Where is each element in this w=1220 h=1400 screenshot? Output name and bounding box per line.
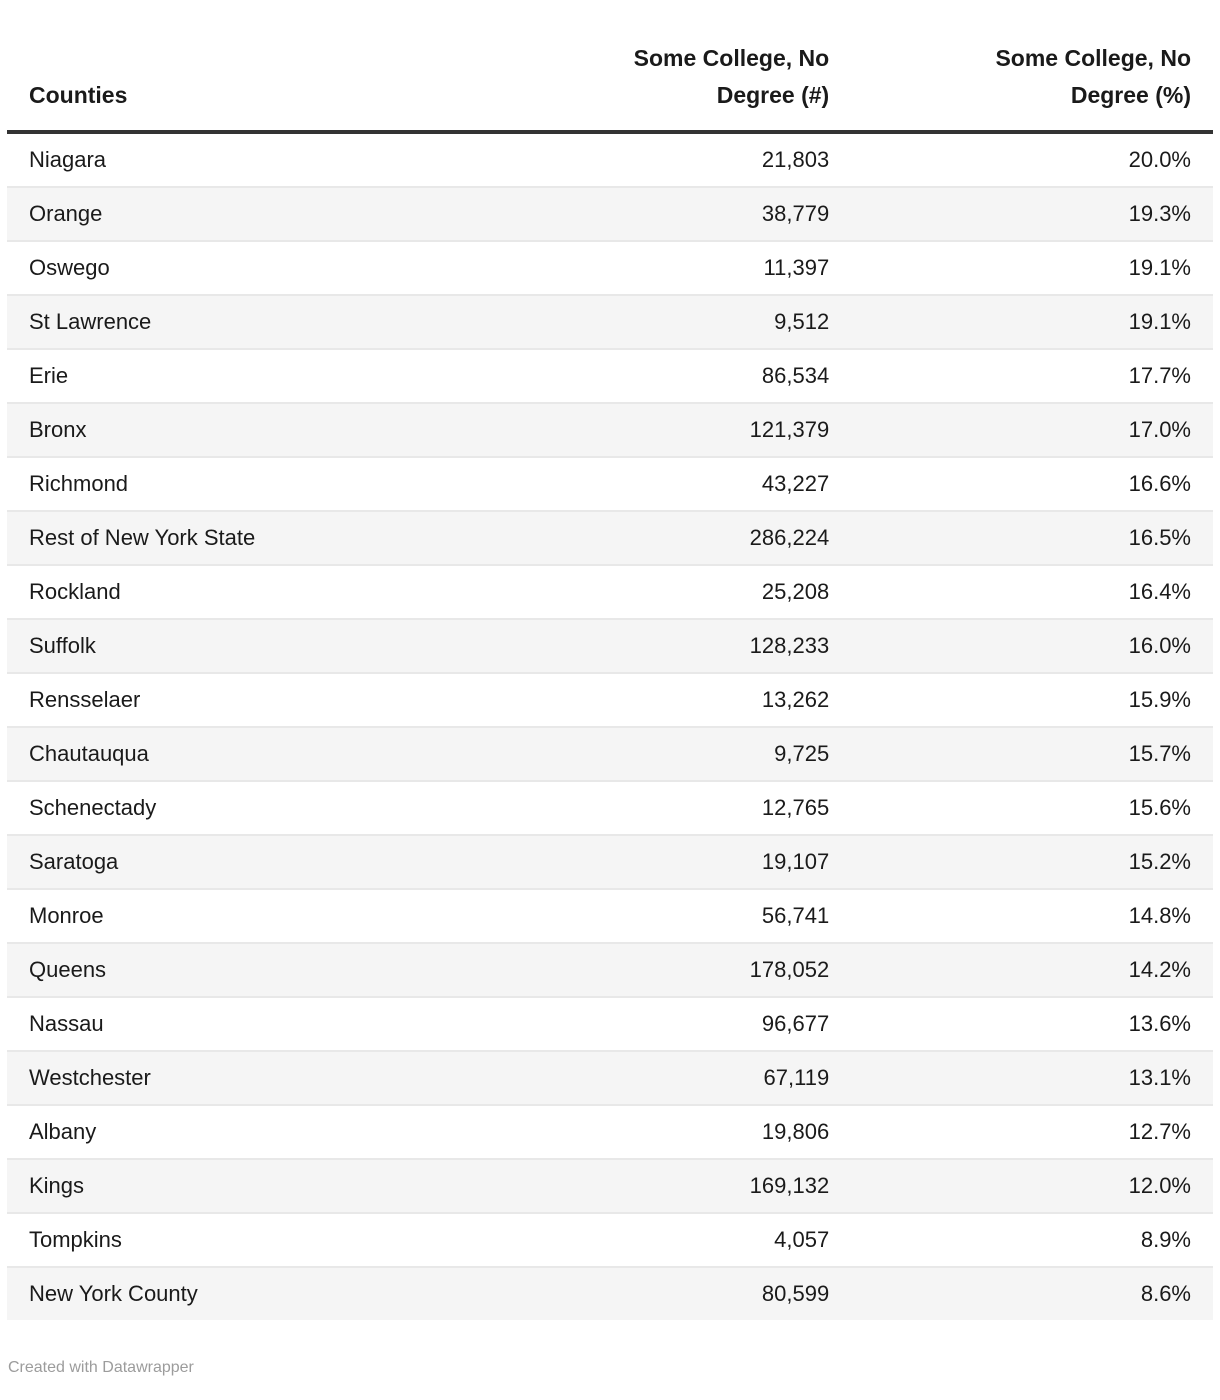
column-header-some-college-number — [562, 0, 851, 132]
table-row — [7, 132, 1213, 187]
number-cell: 9,512 — [562, 295, 851, 349]
table-body — [7, 132, 1213, 1320]
percent-cell: 8.9% — [851, 1213, 1213, 1267]
table-row — [7, 349, 1213, 403]
county-cell: Rockland — [7, 565, 562, 619]
number-cell: 56,741 — [562, 889, 851, 943]
percent-cell: 19.1% — [851, 241, 1213, 295]
table-row — [7, 1105, 1213, 1159]
number-cell: 43,227 — [562, 457, 851, 511]
percent-cell: 16.5% — [851, 511, 1213, 565]
number-cell: 11,397 — [562, 241, 851, 295]
percent-cell: 8.6% — [851, 1267, 1213, 1320]
county-cell: St Lawrence — [7, 295, 562, 349]
percent-cell: 19.3% — [851, 187, 1213, 241]
number-cell: 80,599 — [562, 1267, 851, 1320]
column-header-label-line2: Degree (%) — [1070, 82, 1191, 108]
number-cell: 19,107 — [562, 835, 851, 889]
number-cell: 67,119 — [562, 1051, 851, 1105]
percent-cell: 15.6% — [851, 781, 1213, 835]
table-row — [7, 619, 1213, 673]
attribution-link[interactable]: Created with Datawrapper — [8, 1359, 194, 1376]
table-header — [7, 0, 1213, 132]
county-cell: Saratoga — [7, 835, 562, 889]
table-row — [7, 565, 1213, 619]
county-cell: Albany — [7, 1105, 562, 1159]
number-cell: 4,057 — [562, 1213, 851, 1267]
number-cell: 128,233 — [562, 619, 851, 673]
county-cell: Erie — [7, 349, 562, 403]
county-cell: Niagara — [29, 147, 107, 172]
county-cell: Oswego — [7, 241, 562, 295]
table-row — [7, 1267, 1213, 1320]
table-row — [7, 997, 1213, 1051]
number-cell: 19,806 — [562, 1105, 851, 1159]
table-row — [7, 673, 1213, 727]
number-cell: 9,725 — [562, 727, 851, 781]
percent-cell: 16.0% — [851, 619, 1213, 673]
number-cell: 96,677 — [562, 997, 851, 1051]
county-cell: Rensselaer — [7, 673, 562, 727]
county-cell: Bronx — [7, 403, 562, 457]
header-row — [7, 0, 1213, 132]
percent-cell: 15.7% — [851, 727, 1213, 781]
table-row — [7, 511, 1213, 565]
table-row — [7, 781, 1213, 835]
county-cell: Queens — [7, 943, 562, 997]
column-header-label-line2: Degree (#) — [716, 82, 830, 108]
column-header-label: Counties — [29, 82, 128, 108]
percent-cell: 14.2% — [851, 943, 1213, 997]
table-row — [7, 1213, 1213, 1267]
percent-cell: 16.6% — [851, 457, 1213, 511]
percent-cell: 13.1% — [851, 1051, 1213, 1105]
county-cell: New York County — [7, 1267, 562, 1320]
county-cell: Schenectady — [7, 781, 562, 835]
percent-cell: 12.0% — [851, 1159, 1213, 1213]
number-cell: 12,765 — [562, 781, 851, 835]
percent-cell: 15.9% — [851, 673, 1213, 727]
percent-cell: 16.4% — [851, 565, 1213, 619]
number-cell: 121,379 — [562, 403, 851, 457]
column-header-some-college-percent — [851, 0, 1213, 132]
county-cell: Kings — [7, 1159, 562, 1213]
number-cell: 86,534 — [562, 349, 851, 403]
county-cell: Monroe — [7, 889, 562, 943]
county-cell: Suffolk — [7, 619, 562, 673]
number-cell: 38,779 — [562, 187, 851, 241]
table-row — [7, 187, 1213, 241]
number-cell: 25,208 — [562, 565, 851, 619]
percent-cell: 17.0% — [851, 403, 1213, 457]
column-header-label-line1: Some College, No — [633, 45, 830, 71]
table-row — [7, 241, 1213, 295]
column-header-counties — [7, 0, 562, 132]
percent-cell: 15.2% — [851, 835, 1213, 889]
table-row — [7, 727, 1213, 781]
county-cell: Nassau — [7, 997, 562, 1051]
percent-cell: 20.0% — [1128, 147, 1191, 172]
table-row — [7, 403, 1213, 457]
county-cell: Rest of New York State — [7, 511, 562, 565]
counties-table — [7, 0, 1213, 1320]
percent-cell: 14.8% — [851, 889, 1213, 943]
number-cell: 169,132 — [562, 1159, 851, 1213]
number-cell: 178,052 — [562, 943, 851, 997]
table-row — [7, 1051, 1213, 1105]
column-header-label-line1: Some College, No — [995, 45, 1191, 71]
number-cell: 21,803 — [761, 147, 830, 172]
table-row — [7, 835, 1213, 889]
table-row — [7, 457, 1213, 511]
county-cell: Richmond — [7, 457, 562, 511]
county-cell: Tompkins — [7, 1213, 562, 1267]
percent-cell: 13.6% — [851, 997, 1213, 1051]
county-cell: Orange — [7, 187, 562, 241]
county-cell: Westchester — [7, 1051, 562, 1105]
table-row — [7, 943, 1213, 997]
percent-cell: 17.7% — [851, 349, 1213, 403]
table-row — [7, 1159, 1213, 1213]
percent-cell: 19.1% — [851, 295, 1213, 349]
table-row — [7, 295, 1213, 349]
table-row — [7, 889, 1213, 943]
county-cell: Chautauqua — [7, 727, 562, 781]
percent-cell: 12.7% — [851, 1105, 1213, 1159]
number-cell: 13,262 — [562, 673, 851, 727]
number-cell: 286,224 — [562, 511, 851, 565]
